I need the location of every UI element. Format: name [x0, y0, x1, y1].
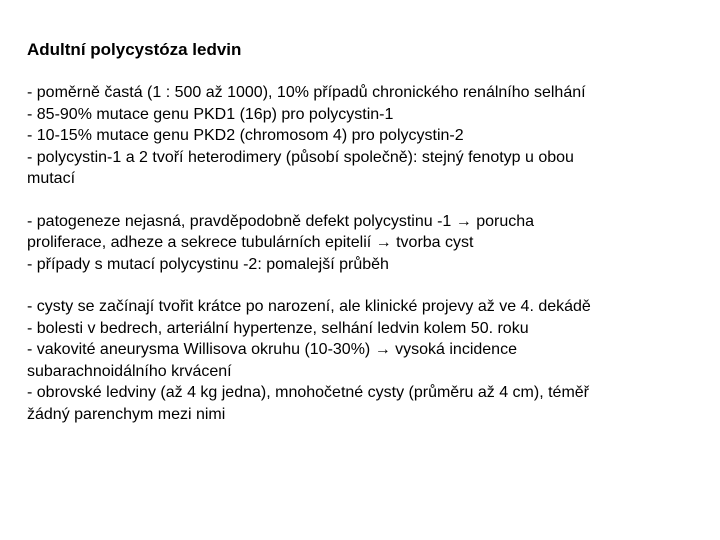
text-line: - případy s mutací polycystinu -2: pomalejší průběh — [27, 255, 389, 273]
text-line: mutací — [27, 170, 76, 187]
text-line: - obrovské ledviny (až 4 kg jedna), mnohočetné cysty (průměru až 4 cm), téměř — [27, 384, 589, 401]
slide — [27, 39, 697, 446]
slide-title: Adultní polycystóza ledvin — [27, 40, 242, 59]
text-line: - poměrně častá (1 : 500 až 1000), 10% případů chronického renálního selhání — [27, 84, 586, 101]
text-line: subarachnoidálního krvácení — [27, 362, 232, 380]
text-line: - polycystin-1 a 2 tvoří heterodimery (působí společně): stejný fenotyp u obou — [27, 148, 574, 166]
text-line: - 85-90% mutace genu PKD1 (16p) pro polycystin-1 — [27, 105, 394, 123]
text-line: - patogeneze nejasná, pravděpodobně defekt polycystinu -1 → porucha — [27, 212, 535, 230]
text-line: - vakovité aneurysma Willisova okruhu (10-30%) → vysoká incidence — [27, 341, 517, 358]
text-line: - cysty se začínají tvořit krátce po narození, ale klinické projevy až ve 4. dekádě — [27, 298, 591, 315]
paragraph-clinical — [27, 296, 697, 425]
text-line: proliferace, adheze a sekrece tubulárních epitelií → tvorba cyst — [27, 234, 474, 251]
text-line: - bolesti v bedrech, arteriální hypertenze, selhání ledvin kolem 50. roku — [27, 319, 529, 337]
text-line: žádný parenchym mezi nimi — [27, 405, 226, 423]
paragraph-pathogenesis — [27, 211, 697, 276]
text-line: - 10-15% mutace genu PKD2 (chromosom 4) pro polycystin-2 — [27, 127, 464, 144]
paragraph-genetics — [27, 82, 697, 190]
